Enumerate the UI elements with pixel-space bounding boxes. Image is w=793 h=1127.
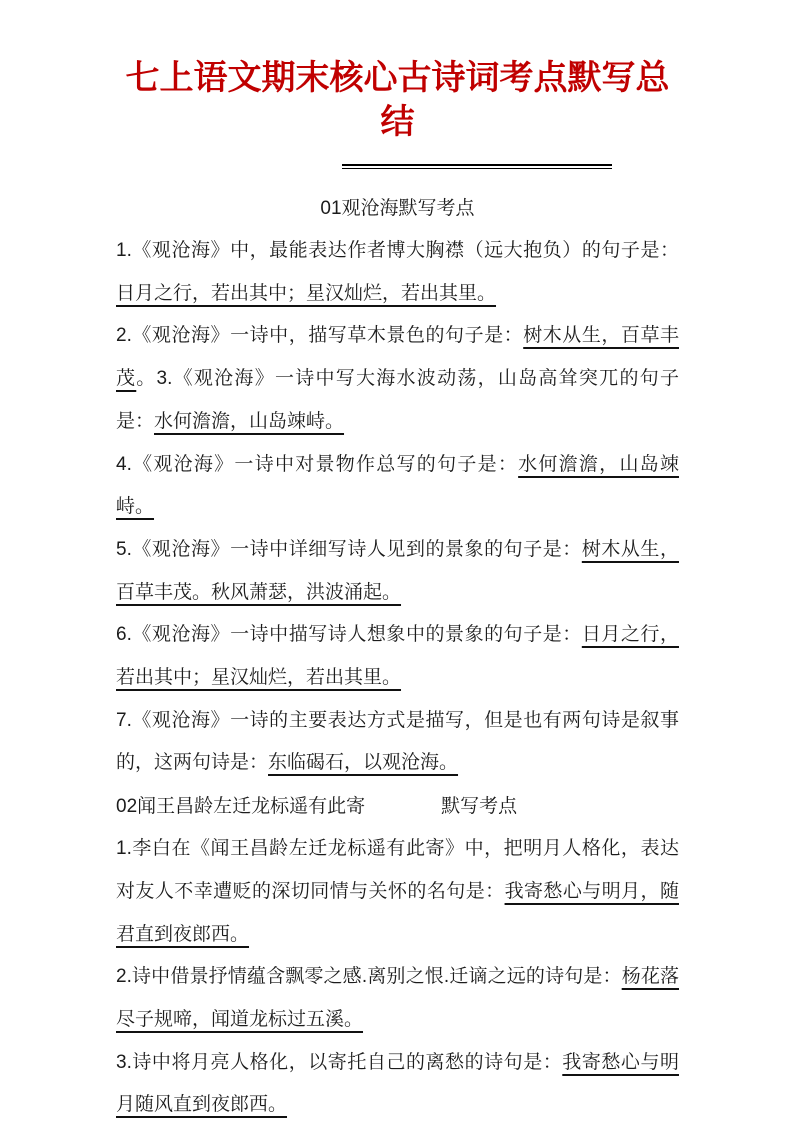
answer-underlined-text: 杨花落尽子规啼，闻道龙标过五溪。 <box>116 966 679 1030</box>
question-text: 1.李白在《闻王昌龄左迁龙标遥有此寄》中，把明月人格化，表达对友人不幸遭贬的深切同情与关怀的名句是： <box>116 838 679 902</box>
paragraph <box>116 444 679 529</box>
paragraph <box>116 614 679 699</box>
answer-underlined-text: 我寄愁心与明月随风直到夜郎西。 <box>116 1051 679 1116</box>
answer-underlined-text: 水何澹澹，山岛竦峙。 <box>116 453 679 518</box>
question-text: 1.《观沧海》中，最能表达作者博大胸襟（远大抱负）的句子是： <box>116 240 679 261</box>
answer-underlined-text: 我寄愁心与明月，随君直到夜郎西。 <box>116 880 679 945</box>
page-title: 七上语文期末核心古诗词考点默写总结 <box>125 59 670 141</box>
section-02-heading <box>116 785 679 828</box>
answer-underlined-text: 水何澹澹，山岛竦峙。 <box>154 410 345 432</box>
question-text: 4.《观沧海》一诗中对景物作总写的句子是： <box>116 453 519 475</box>
section-02-body <box>116 828 679 1127</box>
paragraph <box>116 529 679 614</box>
paragraph <box>116 1042 679 1127</box>
question-text: 3.诗中将月亮人格化，以寄托自己的离愁的诗句是： <box>116 1051 563 1073</box>
paragraph <box>116 230 679 315</box>
question-text: 2.《观沧海》一诗中，描写草木景色的句子是： <box>116 325 524 347</box>
paragraph <box>116 828 679 956</box>
answer-underlined-text: 日月之行，若出其中；星汉灿烂，若出其里。 <box>116 282 497 304</box>
question-text: 7.《观沧海》一诗的主要表达方式是描写，但是也有两句诗是叙事的，这两句诗是： <box>116 709 679 774</box>
section-02-heading-suffix: 默写考点 <box>441 796 518 818</box>
question-text: 6.《观沧海》一诗中描写诗人想象中的景象的句子是： <box>116 624 582 646</box>
section-01-body <box>116 230 679 785</box>
answer-underlined-text: 日月之行，若出其中；星汉灿烂，若出其里。 <box>116 624 679 689</box>
paragraph <box>116 700 679 785</box>
section-01-heading: 01观沧海默写考点 <box>320 198 475 219</box>
paragraph <box>116 956 679 1041</box>
answer-underlined-text: 树木从生，百草丰茂 <box>116 325 679 390</box>
question-text: 。3.《观沧海》一诗中写大海水波动荡，山岛高耸突兀的句子是： <box>116 368 679 432</box>
section-02-heading-title: 02闻王昌龄左迁龙标遥有此寄 <box>116 796 366 818</box>
paragraph <box>116 315 679 443</box>
answer-underlined-text: 树木从生，百草丰茂。秋风萧瑟，洪波涌起。 <box>116 538 679 603</box>
question-text: 2.诗中借景抒情蕴含飘零之感.离别之恨.迁谪之远的诗句是： <box>116 966 622 988</box>
title-divider-double-line <box>342 164 612 169</box>
question-text: 5.《观沧海》一诗中详细写诗人见到的景象的句子是： <box>116 538 582 560</box>
answer-underlined-text: 东临碣石，以观沧海。 <box>268 752 459 774</box>
